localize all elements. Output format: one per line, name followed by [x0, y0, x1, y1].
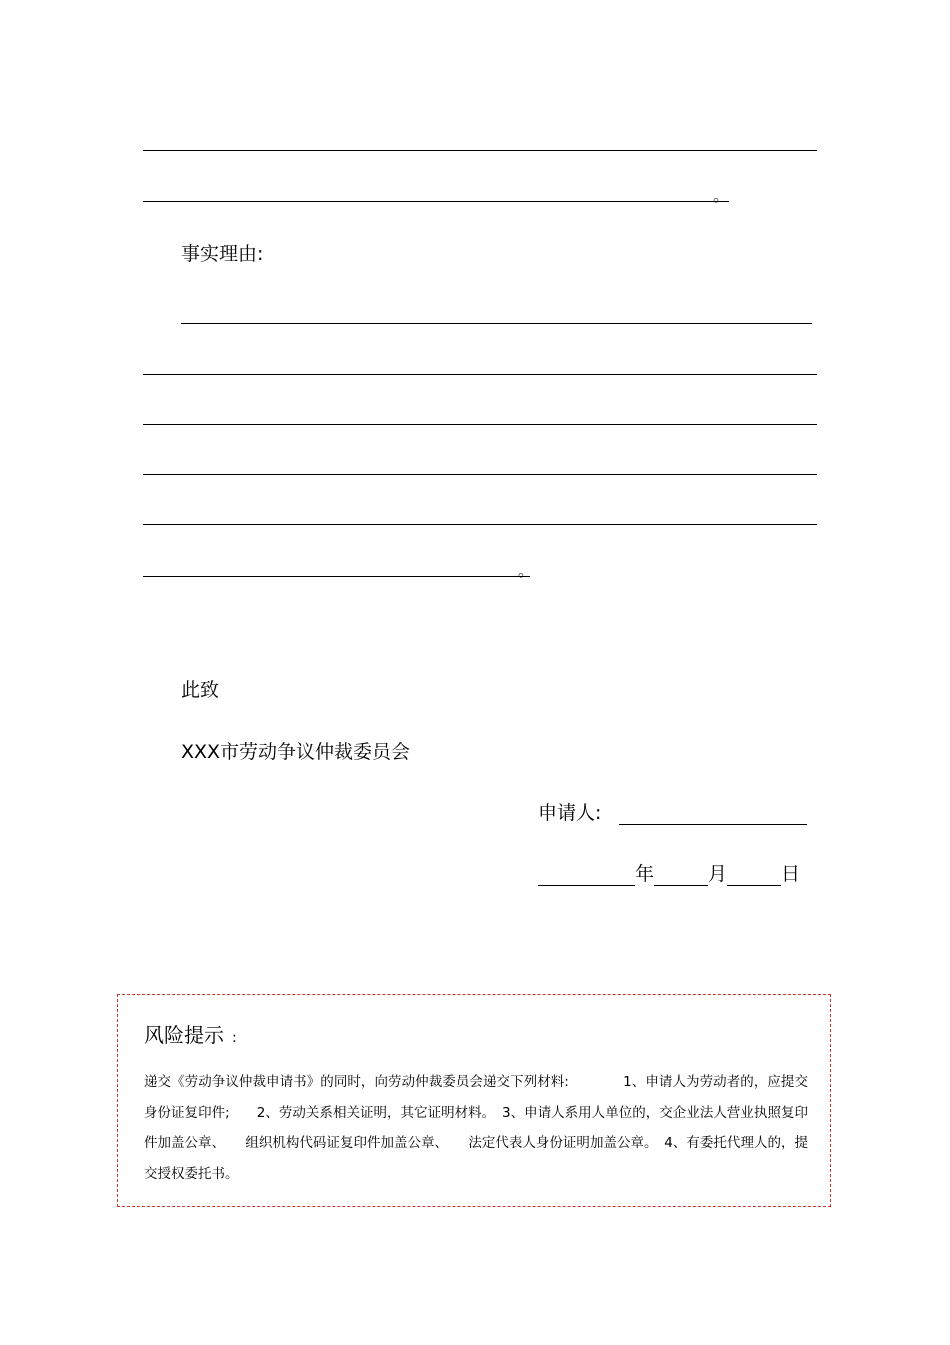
form-line — [143, 474, 817, 475]
risk-title-colon: : — [232, 1030, 237, 1046]
day-blank[interactable] — [727, 865, 781, 886]
month-label: 月 — [708, 863, 728, 885]
form-line — [143, 150, 817, 151]
form-line — [143, 374, 817, 375]
year-blank[interactable] — [538, 865, 635, 886]
form-line — [143, 524, 817, 525]
month-blank[interactable] — [654, 865, 708, 886]
applicant-label: 申请人: — [538, 802, 602, 824]
salutation: 此致 — [181, 679, 220, 701]
line-end-period: 。 — [518, 561, 535, 580]
risk-body: 递交《劳动争议仲裁申请书》的同时，向劳动仲裁委员会递交下列材料: 1、申请人为劳动者的，应提交身份证复印件; 2、劳动关系相关证明，其它证明材料。 3、申请人系用人单位的，交企业法人营业执照复印件加盖公章、 组织机构代码证复印件加盖公章、 法定代表人身份证明加盖公章。 4、有委托代理人的，提交授权委托书。 — [144, 1074, 808, 1182]
facts-heading: 事实理由: — [181, 243, 264, 265]
form-line — [143, 201, 729, 202]
line-end-period: 。 — [713, 186, 730, 205]
risk-title-text: 风险提示 — [144, 1023, 224, 1047]
form-line — [181, 323, 812, 324]
day-label: 日 — [781, 863, 801, 885]
form-line — [143, 576, 530, 577]
recipient: XXX市劳动争议仲裁委员会 — [181, 741, 411, 763]
applicant-blank[interactable] — [619, 804, 807, 825]
form-line — [143, 424, 817, 425]
applicant-row — [538, 801, 807, 825]
date-row — [538, 862, 800, 886]
risk-title — [144, 1023, 237, 1050]
year-label: 年 — [635, 863, 655, 885]
risk-notice-box — [117, 994, 831, 1207]
